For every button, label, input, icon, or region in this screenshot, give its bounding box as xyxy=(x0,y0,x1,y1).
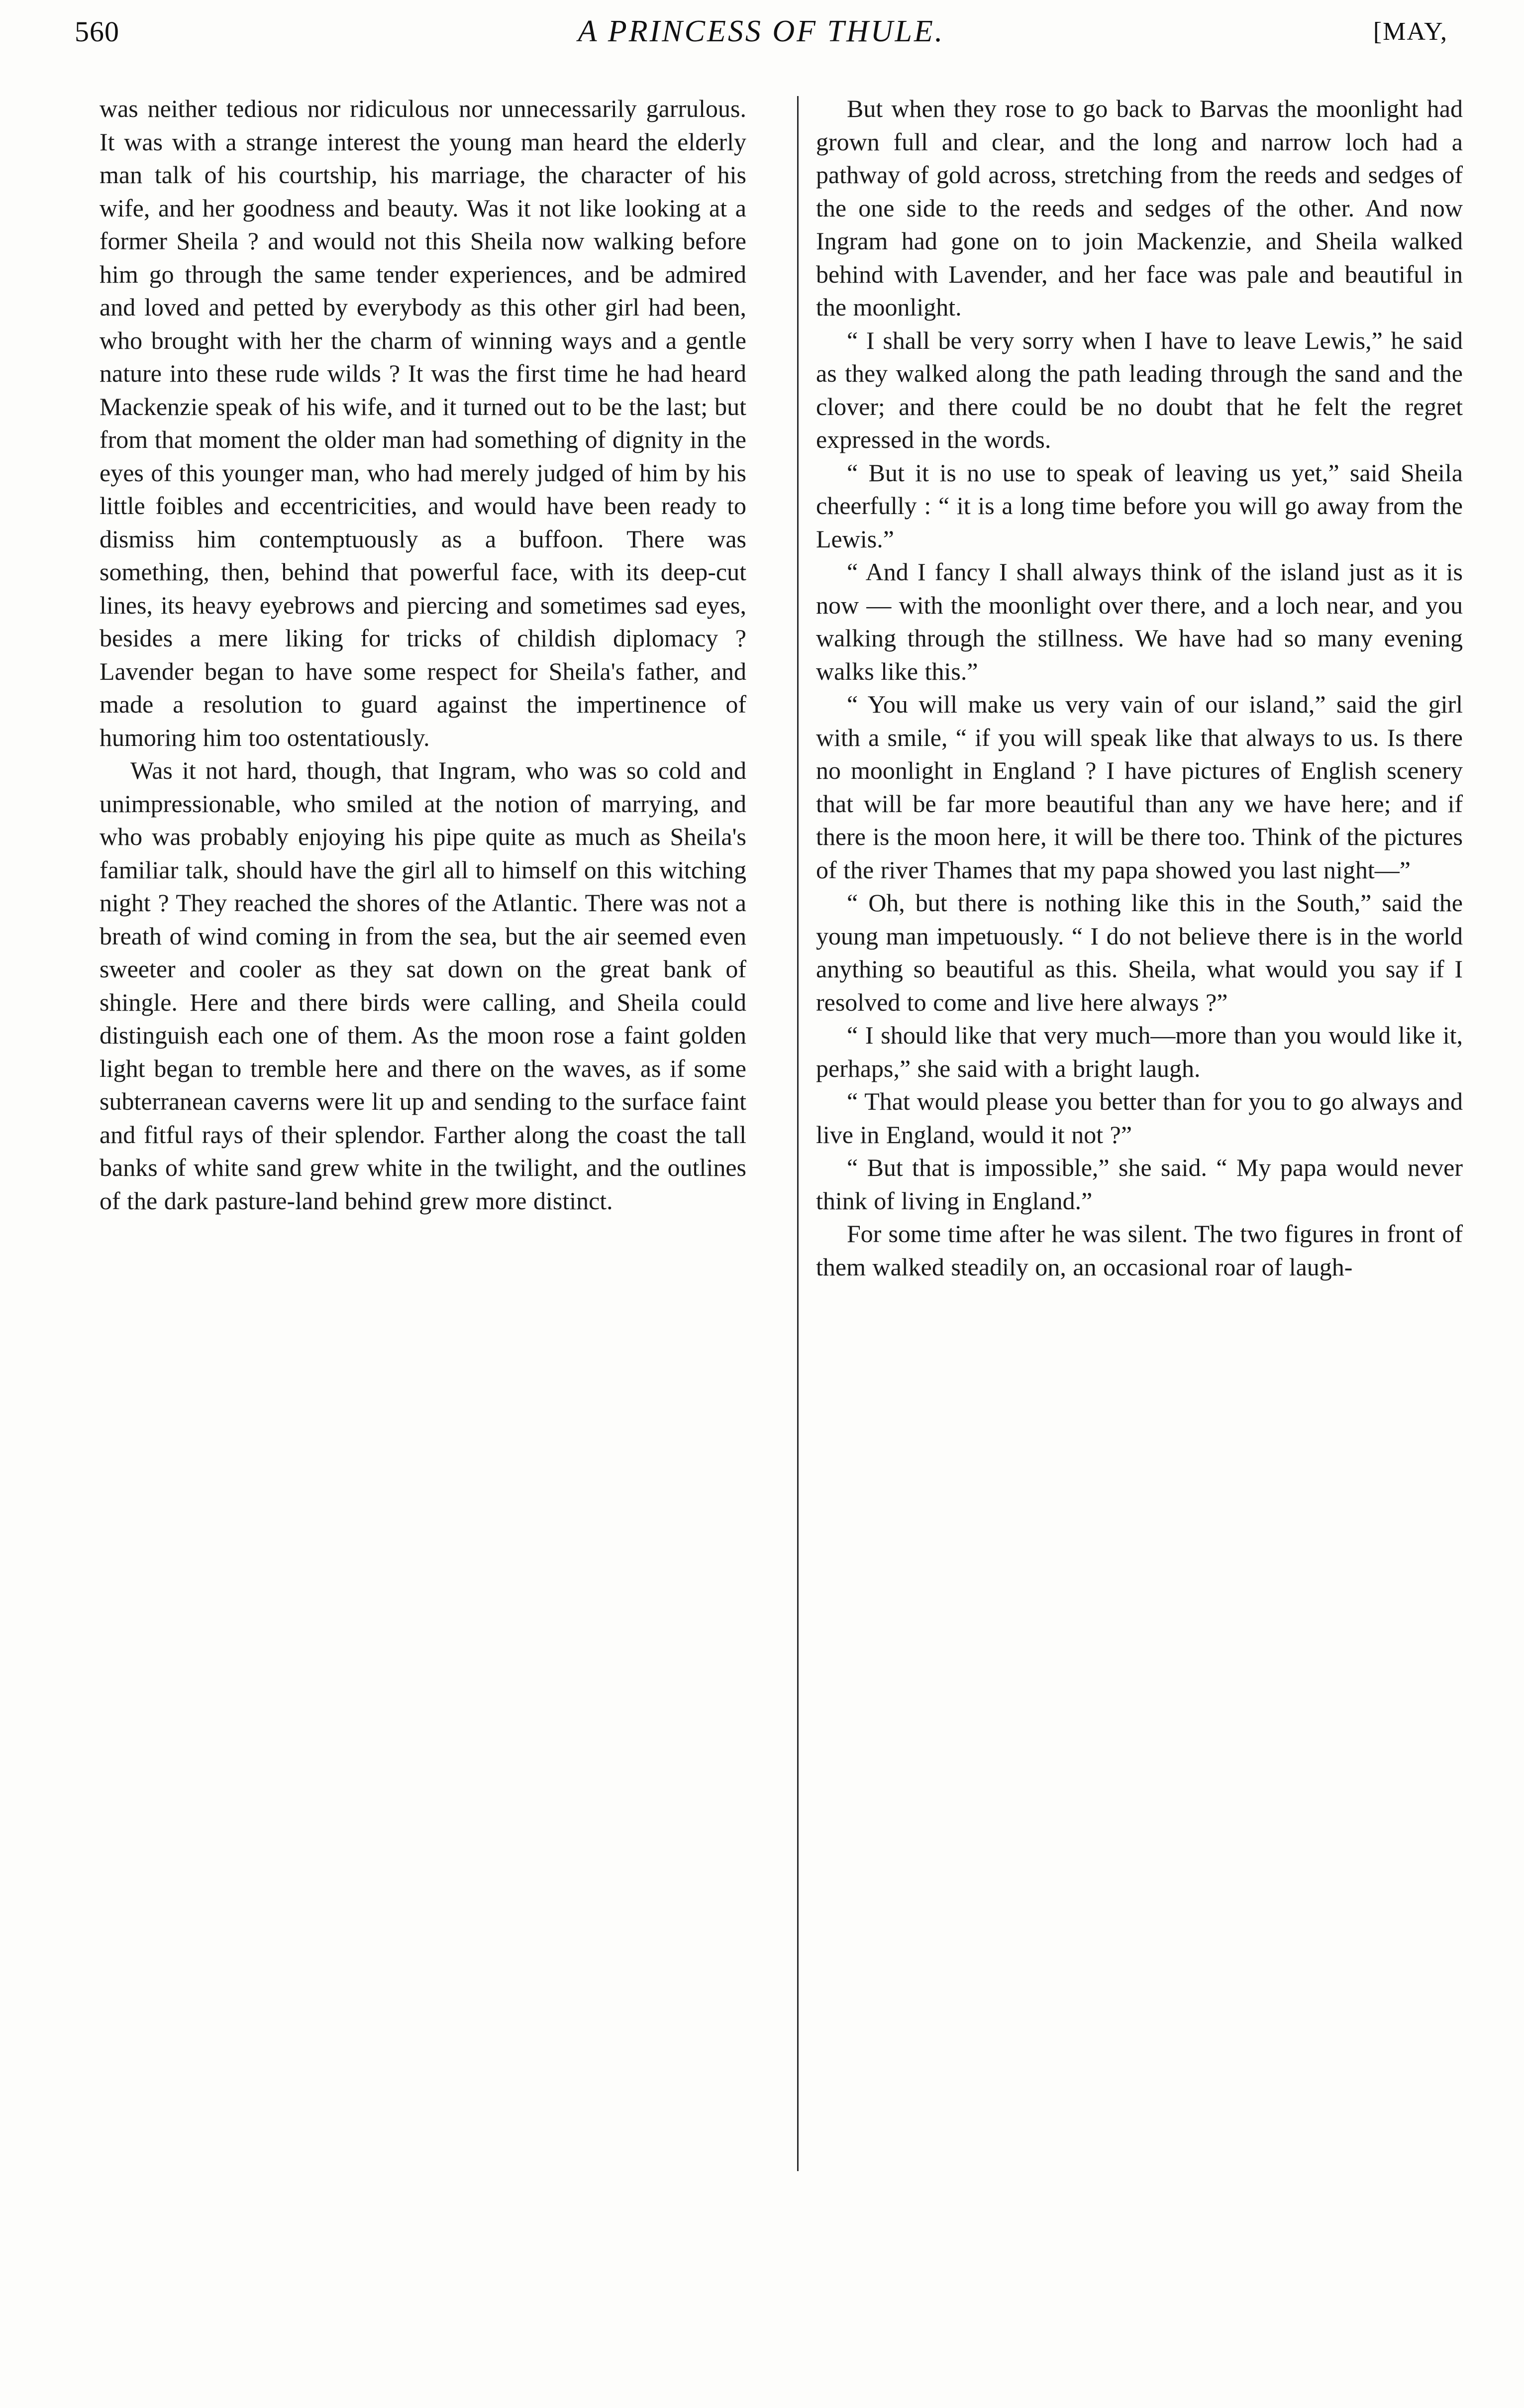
paragraph: “ I shall be very sorry when I have to leave Lewis,” he said as they walked along the path leading through the sand and the clover; and there could be no doubt that he felt the regret expressed in the words. xyxy=(816,326,1463,453)
running-head xyxy=(75,10,1448,55)
running-title: A PRINCESS OF THULE. xyxy=(578,14,945,48)
paragraph: “ And I fancy I shall always think of the island just as it is now — with the moonlight over there, and a loch near, and you walking through the stillness. We have had so many evening walks like this.” xyxy=(816,558,1463,685)
paragraph: Was it not hard, though, that Ingram, who was so cold and unimpressionable, who smiled at the notion of marrying, and who was probably enjoying his pipe quite as much as Sheila's familiar talk, should have the girl all to himself on this witching night ? They reached the shores of the Atlantic. There was not a breath of wind coming in from the sea, but the air seemed even sweeter and cooler as they sat down on the great bank of shingle. Here and there birds were calling, and Sheila could distinguish each one of them. As the moon rose a faint golden light began to tremble here and there on the waves, as if some subterranean caverns were lit up and sending to the surface faint and fitful rays of their splendor. Farther along the coast the tall banks of white sand grew white in the twilight, and the outlines of the dark pasture-land behind grew more distinct. xyxy=(100,756,746,1215)
issue-month: [MAY, xyxy=(1373,17,1448,46)
paragraph: was neither tedious nor ridiculous nor unnecessarily garrulous. It was with a strange interest the young man heard the elderly man talk of his courtship, his marriage, the character of his wife, and her goodness and beauty. Was it not like looking at a former Sheila ? and would not this Sheila now walking before him go through the same tender experiences, and be admired and loved and petted by everybody as this other girl had been, who brought with her the charm of winning ways and a gentle nature into these rude wilds ? It was the first time he had heard Mackenzie speak of his wife, and it turned out to be the last; but from that moment the older man had something of dignity in the eyes of this younger man, who had merely judged of him by his little foibles and eccentricities, and would have been ready to dismiss him contemptuously as a buffoon. There was something, then, behind that powerful face, with its deep-cut lines, its heavy eyebrows and piercing and sometimes sad eyes, besides a mere liking for tricks of childish diplomacy ? Lavender began to have some respect for Sheila's father, and made a resolution to guard against the impertinence of humoring him too ostentatiously. xyxy=(100,95,746,751)
paragraph: “ Oh, but there is nothing like this in the South,” said the young man impetuously. “ I do not believe there is in the world anything so beautiful as this. Sheila, what would you say if I resolved to come and live here always ?” xyxy=(816,889,1463,1016)
column-divider-rule xyxy=(797,96,799,2171)
paragraph: “ I should like that very much—more than you would like it, perhaps,” she said with a bright laugh. xyxy=(816,1021,1463,1082)
column-right xyxy=(816,92,1463,1283)
column-left xyxy=(100,92,746,1217)
paragraph: But when they rose to go back to Barvas the moonlight had grown full and clear, and the long and narrow loch had a pathway of gold across, stretching from the reeds and sedges of the one side to the reeds and sedges of the other. And now Ingram had gone on to join Mackenzie, and Sheila walked behind with Lavender, and her face was pale and beautiful in the moonlight. xyxy=(816,95,1463,321)
paragraph: “ That would please you better than for you to go always and live in England, would it not ?” xyxy=(816,1087,1463,1149)
paragraph: “ You will make us very vain of our island,” said the girl with a smile, “ if you will speak like that always to us. Is there no moonlight in England ? I have pictures of English scenery that will be far more beautiful than any we have here; and if there is the moon here, it will be there too. Think of the pictures of the river Thames that my papa showed you last night—” xyxy=(816,690,1463,884)
paragraph: “ But it is no use to speak of leaving us yet,” said Sheila cheerfully : “ it is a long time before you will go away from the Lewis.” xyxy=(816,458,1463,553)
paragraph: For some time after he was silent. The two figures in front of them walked steadily on, an occasional roar of laugh- xyxy=(816,1220,1463,1281)
paragraph: “ But that is impossible,” she said. “ My papa would never think of living in England.” xyxy=(816,1153,1463,1215)
page-number: 560 xyxy=(75,15,119,48)
